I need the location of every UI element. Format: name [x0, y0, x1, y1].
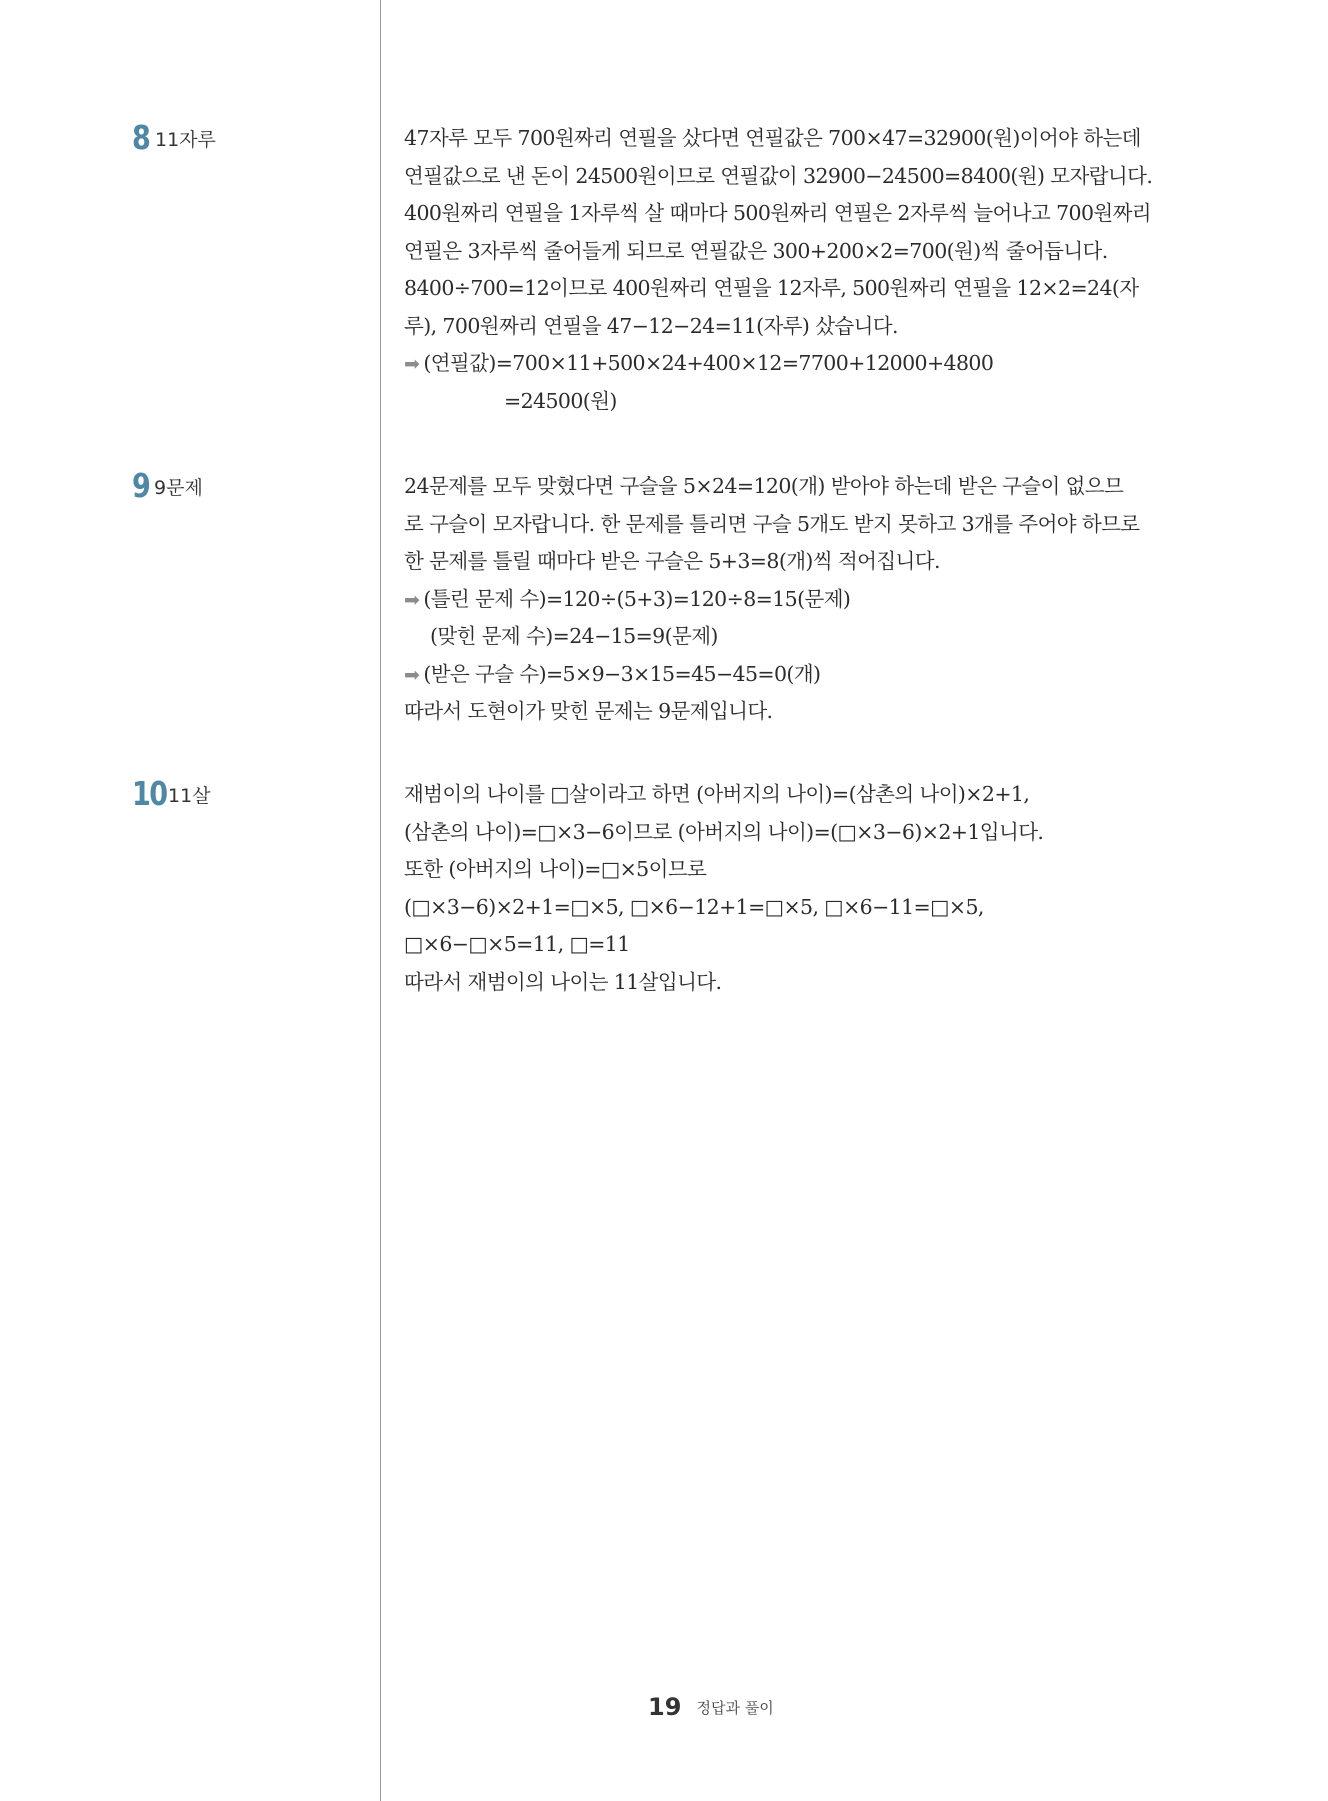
solution-line — [404, 964, 1204, 1002]
solution-line-text: 따라서 재범이의 나이는 11살입니다. — [404, 969, 722, 994]
solution-line-text: 따라서 도현이가 맞힌 문제는 9문제입니다. — [404, 699, 773, 723]
problem-answer: 9문제 — [154, 477, 203, 499]
solution-line — [404, 851, 1204, 889]
solution-line-text: 한 문제를 틀릴 때마다 받은 구슬은 5+3=8(개)씩 적어집니다. — [404, 549, 940, 573]
solution-line — [404, 308, 1204, 346]
solution-line — [404, 814, 1204, 852]
solution-text — [404, 776, 1204, 1001]
solution-line — [404, 195, 1204, 233]
solution-line — [404, 383, 1204, 421]
solution-line-text: (틀린 문제 수)=120÷(5+3)=120÷8=15(문제) — [423, 586, 851, 611]
solution-line — [404, 158, 1204, 196]
solution-line — [404, 581, 1204, 619]
solution-line-text: □×6−□×5=11, □=11 — [404, 932, 630, 956]
solution-line-text: (받은 구슬 수)=5×9−3×15=45−45=0(개) — [423, 661, 821, 686]
solution-line — [404, 468, 1204, 506]
solution-line-text: 400원짜리 연필을 1자루씩 살 때마다 500원짜리 연필은 2자루씩 늘어나고 700원짜리 — [404, 201, 1152, 225]
solution-line-text: 8400÷700=12이므로 400원짜리 연필을 12자루, 500원짜리 연필을 12×2=24(자 — [404, 276, 1139, 300]
solution-line-text: (맞힌 문제 수)=24−15=9(문제) — [430, 624, 718, 648]
column-divider — [380, 0, 381, 1801]
problem-answer: 11살 — [168, 785, 211, 807]
solution-line-text: 루), 700원짜리 연필을 47−12−24=11(자루) 샀습니다. — [404, 313, 898, 338]
solution-text — [404, 468, 1204, 731]
solution-line — [404, 926, 1204, 964]
page-label: 정답과 풀이 — [696, 1698, 774, 1717]
solution-line-text: 재범이의 나이를 □살이라고 하면 (아버지의 나이)=(삼촌의 나이)×2+1, — [404, 782, 1030, 806]
solution-line-text: =24500(원) — [504, 388, 617, 413]
solution-line — [404, 506, 1204, 544]
solution-line-text: (□×3−6)×2+1=□×5, □×6−12+1=□×5, □×6−11=□×5, — [404, 894, 984, 919]
solution-line-text: (삼촌의 나이)=□×3−6이므로 (아버지의 나이)=(□×3−6)×2+1입니다. — [404, 819, 1044, 844]
solution-line — [404, 889, 1204, 927]
solution-line-text: 24문제를 모두 맞혔다면 구슬을 5×24=120(개) 받아야 하는데 받은 구슬이 없으므 — [404, 474, 1124, 498]
solution-line — [404, 618, 1204, 656]
solution-line — [404, 693, 1204, 731]
solution-line — [404, 345, 1204, 383]
problem-answer: 11자루 — [155, 129, 216, 151]
right-arrow-icon: ➡ — [404, 353, 420, 375]
right-arrow-icon: ➡ — [404, 663, 420, 686]
solution-line-text: 로 구슬이 모자랍니다. 한 문제를 틀리면 구슬 5개도 받지 못하고 3개를 주어야 하므로 — [404, 511, 1140, 536]
problem-number: 9 — [132, 466, 150, 505]
solution-text — [404, 120, 1204, 420]
solution-line-text: 연필은 3자루씩 줄어들게 되므로 연필값은 300+200×2=700(원)씩 줄어듭니다. — [404, 238, 1108, 263]
solution-line — [404, 270, 1204, 308]
problem-number: 10 — [132, 774, 167, 813]
solution-line-text: 연필값으로 낸 돈이 24500원이므로 연필값이 32900−24500=8400(원) 모자랍니다. — [404, 163, 1153, 188]
solution-line — [404, 233, 1204, 271]
solution-line — [404, 543, 1204, 581]
page-footer — [648, 1693, 774, 1721]
page-number: 19 — [648, 1693, 682, 1721]
problem-number: 8 — [132, 118, 150, 157]
solution-line — [404, 776, 1204, 814]
solution-line-text: 또한 (아버지의 나이)=□×5이므로 — [404, 857, 707, 881]
solution-line-text: (연필값)=700×11+500×24+400×12=7700+12000+4800 — [423, 351, 994, 375]
right-arrow-icon: ➡ — [404, 588, 420, 611]
solution-line-text: 47자루 모두 700원짜리 연필을 샀다면 연필값은 700×47=32900(원)이어야 하는데 — [404, 126, 1141, 150]
solution-line — [404, 656, 1204, 694]
solution-line — [404, 120, 1204, 158]
